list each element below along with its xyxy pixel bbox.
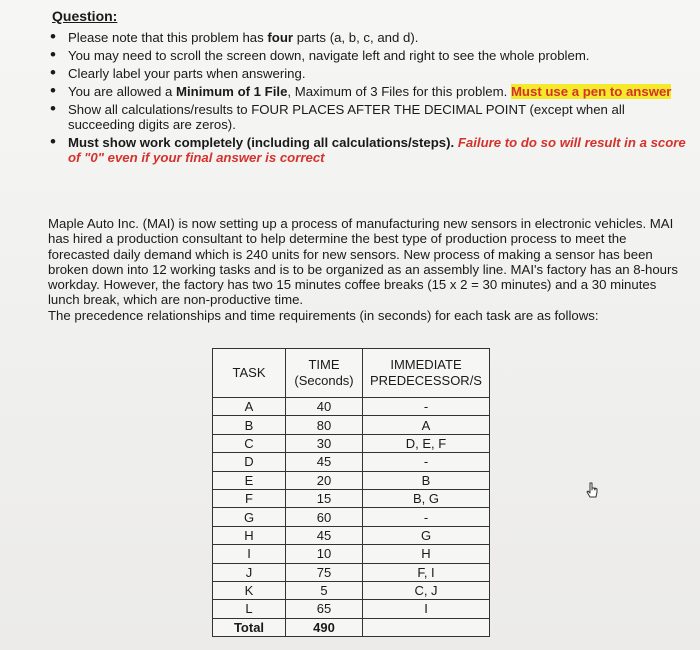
instruction-item: • Clearly label your parts when answering. bbox=[48, 66, 688, 81]
table-total-row bbox=[213, 618, 490, 636]
task-cell: J bbox=[213, 563, 286, 581]
task-cell: D bbox=[213, 453, 286, 471]
table-row bbox=[213, 489, 490, 507]
instruction-item: • Please note that this problem has four parts (a, b, c, and d). bbox=[48, 30, 688, 45]
task-cell: B bbox=[213, 416, 286, 434]
time-cell: 10 bbox=[286, 545, 363, 563]
header-predecessors: IMMEDIATE PREDECESSOR/S bbox=[363, 349, 490, 398]
table-row bbox=[213, 471, 490, 489]
table-row bbox=[213, 545, 490, 563]
time-cell: 5 bbox=[286, 581, 363, 599]
table-row bbox=[213, 434, 490, 452]
predecessor-cell: B bbox=[363, 471, 490, 489]
task-cell: I bbox=[213, 545, 286, 563]
predecessor-cell: C, J bbox=[363, 581, 490, 599]
predecessor-cell: D, E, F bbox=[363, 434, 490, 452]
time-cell: 60 bbox=[286, 508, 363, 526]
instruction-list bbox=[48, 30, 688, 168]
time-cell: 15 bbox=[286, 489, 363, 507]
task-cell: L bbox=[213, 600, 286, 618]
total-value: 490 bbox=[286, 618, 363, 636]
predecessor-cell: I bbox=[363, 600, 490, 618]
header-task: TASK bbox=[213, 349, 286, 398]
total-empty-cell bbox=[363, 618, 490, 636]
table-row bbox=[213, 508, 490, 526]
table-row bbox=[213, 416, 490, 434]
time-cell: 45 bbox=[286, 453, 363, 471]
task-cell: G bbox=[213, 508, 286, 526]
time-cell: 45 bbox=[286, 526, 363, 544]
time-cell: 65 bbox=[286, 600, 363, 618]
predecessor-cell: - bbox=[363, 508, 490, 526]
instruction-item: • Show all calculations/results to FOUR PLACES AFTER THE DECIMAL POINT (except when all succeeding digits are zeros). bbox=[48, 102, 688, 132]
predecessor-cell: G bbox=[363, 526, 490, 544]
instruction-item: • Must show work completely (including all calculations/steps). Failure to do so will result in a score of "0" even if your final answer is correct bbox=[48, 135, 688, 165]
table-row bbox=[213, 581, 490, 599]
table-row bbox=[213, 563, 490, 581]
table-header-row bbox=[213, 349, 490, 398]
question-heading: Question: bbox=[52, 8, 118, 24]
task-cell: E bbox=[213, 471, 286, 489]
time-cell: 75 bbox=[286, 563, 363, 581]
mouse-pointer-icon bbox=[585, 482, 601, 500]
task-cell: K bbox=[213, 581, 286, 599]
time-cell: 80 bbox=[286, 416, 363, 434]
predecessor-cell: F, I bbox=[363, 563, 490, 581]
predecessor-cell: A bbox=[363, 416, 490, 434]
table-row bbox=[213, 453, 490, 471]
time-cell: 20 bbox=[286, 471, 363, 489]
predecessor-cell: H bbox=[363, 545, 490, 563]
predecessor-cell: - bbox=[363, 398, 490, 416]
time-cell: 30 bbox=[286, 434, 363, 452]
header-time: TIME (Seconds) bbox=[286, 349, 363, 398]
time-cell: 40 bbox=[286, 398, 363, 416]
predecessor-cell: - bbox=[363, 453, 490, 471]
total-label: Total bbox=[213, 618, 286, 636]
pen-requirement-highlight: Must use a pen to answer bbox=[510, 84, 672, 99]
warning-text: Failure to do so will result in a score of "0" even if your final answer is correct bbox=[68, 135, 686, 165]
predecessor-cell: B, G bbox=[363, 489, 490, 507]
table-row bbox=[213, 600, 490, 618]
task-cell: A bbox=[213, 398, 286, 416]
precedence-table bbox=[212, 348, 490, 637]
instruction-item: • You are allowed a Minimum of 1 File, Maximum of 3 Files for this problem. Must use a pen to answer bbox=[48, 84, 688, 99]
task-cell: F bbox=[213, 489, 286, 507]
instruction-item: • You may need to scroll the screen down, navigate left and right to see the whole problem. bbox=[48, 48, 688, 63]
task-cell: C bbox=[213, 434, 286, 452]
task-cell: H bbox=[213, 526, 286, 544]
problem-description: Maple Auto Inc. (MAI) is now setting up a process of manufacturing new sensors in electronic vehicles. MAI has hired a production consultant to help determine the best type of production process to meet the forecasted daily demand which is 240 units for new sensors. New process of making a sensor has been broken down into 12 working tasks and is to be organized as an assembly line. MAI's factory has an 8-hours workday. However, the factory has two 15 minutes coffee breaks (15 x 2 = 30 minutes) and a 30 minutes lunch break, which are non-productive time. The precedence relationships and time requirements (in seconds) for each task are as follows: bbox=[48, 216, 678, 323]
table-row bbox=[213, 526, 490, 544]
table-row bbox=[213, 398, 490, 416]
